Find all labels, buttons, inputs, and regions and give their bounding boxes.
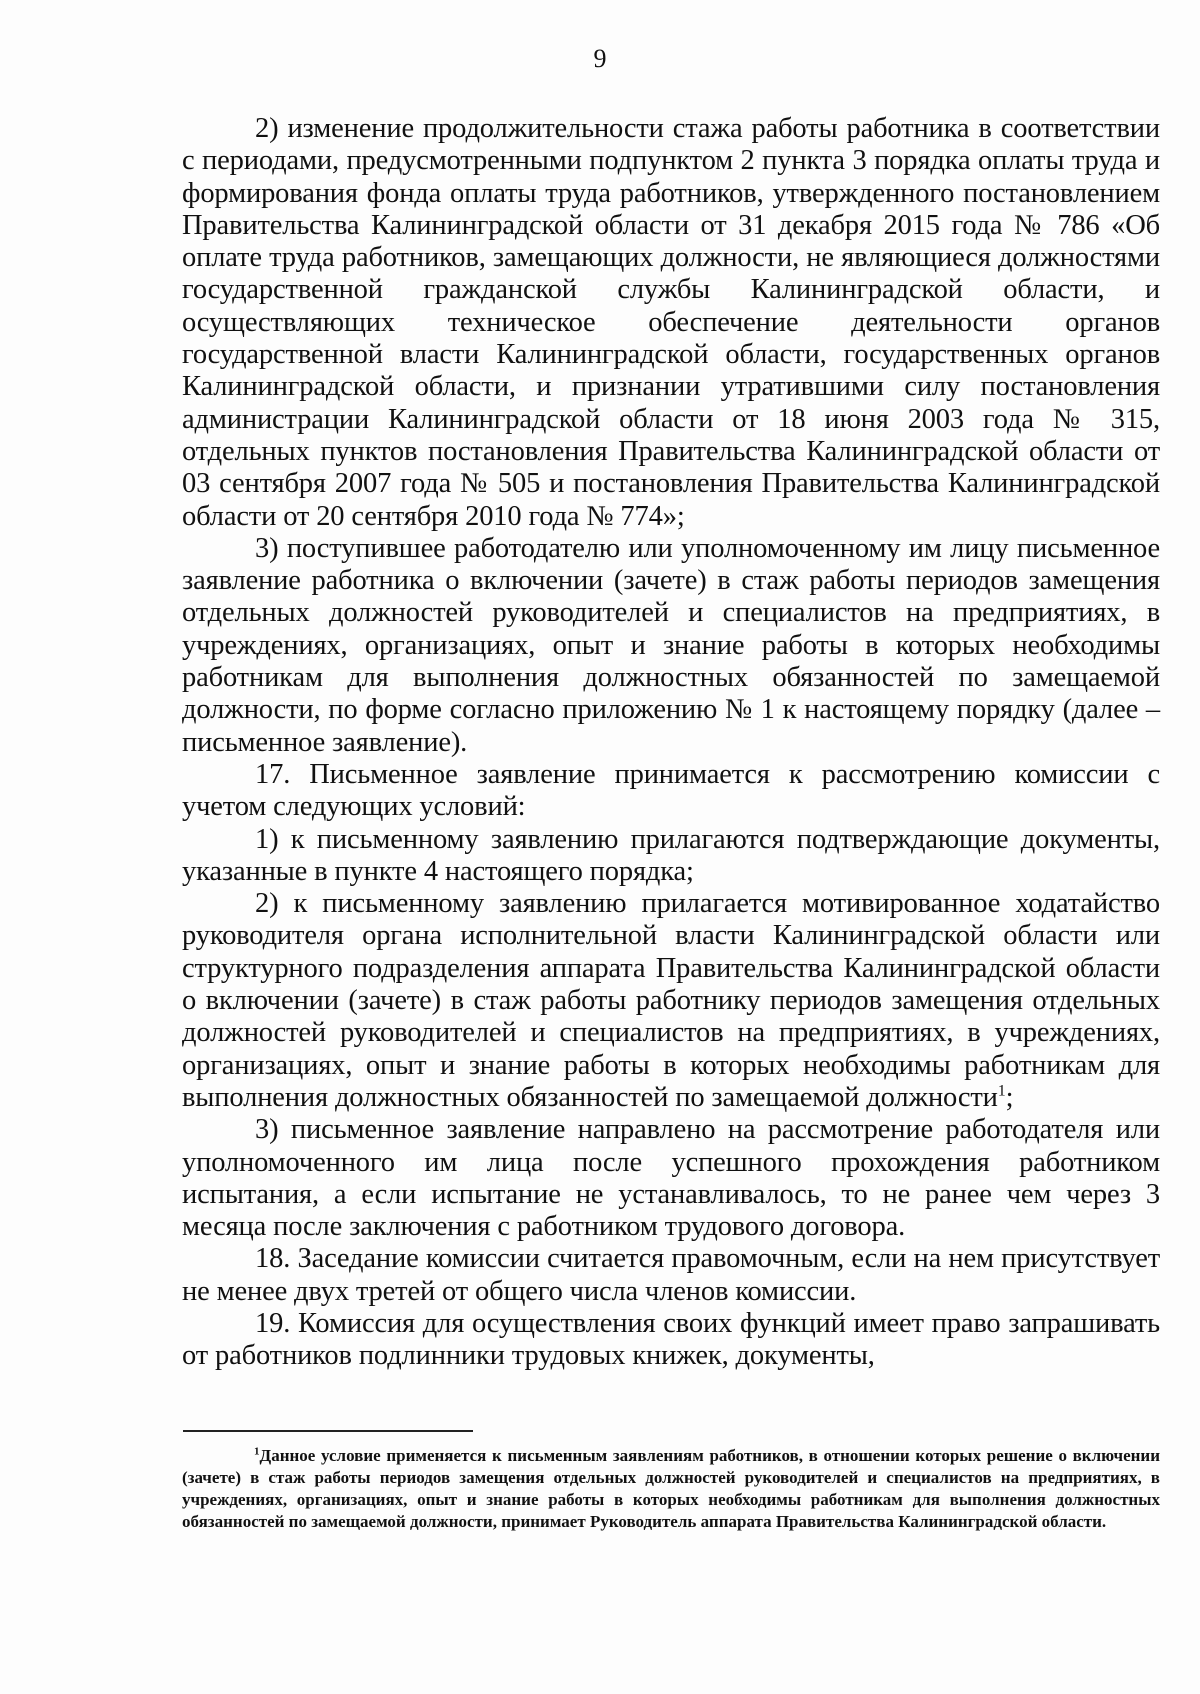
paragraph-section-19: 19. Комиссия для осуществления своих функций имеет право запрашивать от работников подлинники трудовых книжек, документы, [182, 1307, 1160, 1372]
paragraph-condition-1: 1) к письменному заявлению прилагаются подтверждающие документы, указанные в пункте 4 настоящего порядка; [182, 823, 1160, 887]
page-number: 9 [593, 44, 607, 73]
paragraph-section-18: 18. Заседание комиссии считается правомочным, если на нем присутствует не менее двух третей от общего числа членов комиссии. [182, 1243, 1160, 1307]
paragraph-condition-2 [182, 888, 1160, 1114]
footnote [182, 1445, 1160, 1533]
paragraph-condition-3: 3) письменное заявление направлено на рассмотрение работодателя или уполномоченного им лица после успешного прохождения работником испытания, а если испытание не устанавливалось, то не ранее чем через 3 месяца после заключения с работником трудового договора. [182, 1114, 1160, 1243]
paragraph-condition-2-text: 2) к письменному заявлению прилагается мотивированное ходатайство руководителя органа исполнительной власти Калининградской области или структурного подразделения аппарата Правительства Калининградской области о включении (зачете) в стаж работы работнику периодов замещения отдельных должностей руководителей и специалистов на предприятиях, в учреждениях, организациях, опыт и знание работы в которых необходимы работникам для выполнения должностных обязанностей по замещаемой должности [182, 888, 1160, 1113]
footnote-text: Данное условие применяется к письменным заявлениям работников, в отношении которых решение о включении (зачете) в стаж работы периодов замещения отдельных должностей руководителей и специалистов на предприятиях, в учреждениях, организациях, опыт и знание работы в которых необходимы работникам для выполнения должностных обязанностей по замещаемой должности, принимает Руководитель аппарата Правительства Калининградской области. [182, 1446, 1160, 1531]
footnote-mark: 1 [254, 1445, 260, 1458]
document-body [182, 113, 1160, 1373]
paragraph-condition-2-tail: ; [1005, 1081, 1014, 1113]
paragraph-section-17: 17. Письменное заявление принимается к рассмотрению комиссии с учетом следующих условий: [182, 758, 1160, 823]
paragraph-item-2-length-of-service: 2) изменение продолжительности стажа работы работника в соответствии с периодами, предусмотренными подпунктом 2 пункта 3 порядка оплаты труда и формирования фонда оплаты труда работников, утвержденного постановлением Правительства Калининградской области от 31 декабря 2015 года № 786 «Об оплате труда работников, замещающих должности, не являющиеся должностями государственной гражданской службы Калининградской области, и осуществляющих техническое обеспечение деятельности органов государственной власти Калининградской области, государственных органов Калининградской области, и признании утратившими силу постановления администрации Калининградской области от 18 июня 2003 года № 315, отдельных пунктов постановления Правительства Калининградской области от 03 сентября 2007 года № 505 и постановления Правительства Калининградской области от 20 сентября 2010 года № 774»; [182, 113, 1160, 532]
footnote-divider [183, 1430, 473, 1432]
paragraph-item-3-written-application: 3) поступившее работодателю или уполномоченному им лицу письменное заявление работника о включении (зачете) в стаж работы периодов замещения отдельных должностей руководителей и специалистов на предприятиях, в учреждениях, организациях, опыт и знание работы в которых необходимы работникам для выполнения должностных обязанностей по замещаемой должности, по форме согласно приложению № 1 к настоящему порядку (далее – письменное заявление). [182, 532, 1160, 758]
footnote-reference: 1 [997, 1082, 1006, 1100]
